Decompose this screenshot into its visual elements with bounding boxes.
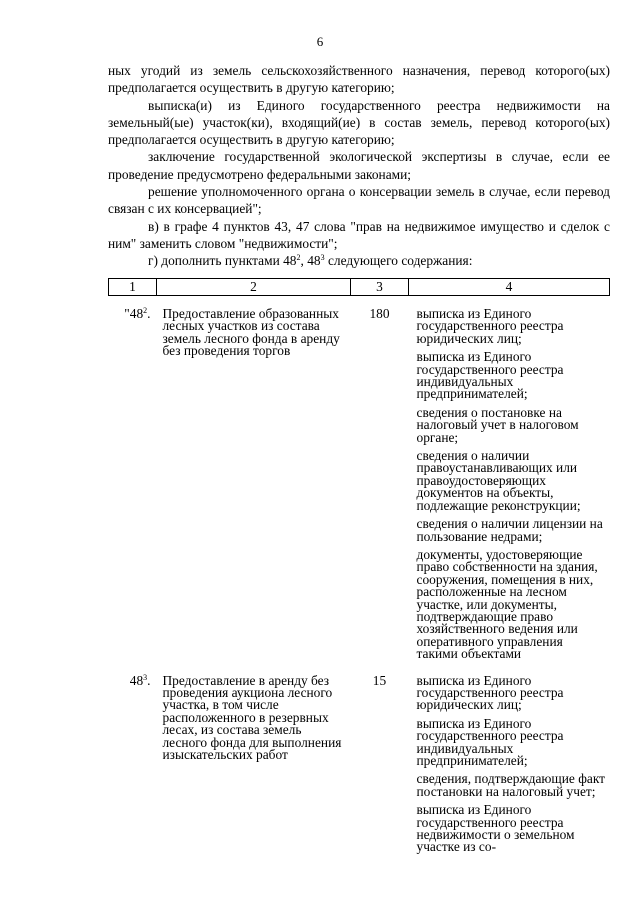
document-item: выписка из Единого государственного реестра юридических лиц; <box>416 672 564 713</box>
paragraph: заключение государственной экологической экспертизы в случае, если ее проведение предусмотрено федеральными законами; <box>108 149 610 182</box>
paragraph-additions <box>108 252 610 269</box>
document-item: документы, удостоверяющие право собственности на здания, сооружения, помещения в них, расположенные на лесном участке, или документы, подтверждающие право хозяйственного ведения или оперативного управления такими объектами <box>416 546 598 662</box>
text: 48 <box>129 672 144 688</box>
days-count: 180 <box>369 306 390 321</box>
superscript: 2 <box>296 253 301 263</box>
table-header-row <box>109 279 610 296</box>
column-header: 1 <box>109 279 157 296</box>
document-item: сведения о наличии лицензии на пользование недрами; <box>416 516 603 544</box>
superscript: 2 <box>143 306 148 315</box>
table-row <box>109 667 610 860</box>
text: следующего содержания: <box>324 253 473 269</box>
text: "48 <box>124 306 144 321</box>
superscript: 3 <box>143 672 148 682</box>
text: г) дополнить пунктами 48 <box>148 253 297 269</box>
column-header: 3 <box>351 279 409 296</box>
service-name: Предоставление в аренду без проведения аукциона лесного участка, в том числе расположенного в резервных лесах, из состава земель лесного фонда для выполнения изыскательских работ <box>162 672 342 762</box>
column-header: 4 <box>409 279 610 296</box>
documents-cell <box>409 667 610 860</box>
document-item: выписка из Единого государственного реестра индивидуальных предпринимателей; <box>416 349 564 402</box>
paragraph: ных угодий из земель сельскохозяйственного назначения, перевод которого(ых) предполагается осуществить в другую категорию; <box>108 63 610 96</box>
text: . <box>147 672 151 688</box>
documents-cell <box>409 296 610 667</box>
service-name: Предоставление образованных лесных участков из состава земель лесного фонда в аренду без проведения торгов <box>162 306 340 359</box>
text: , 48 <box>300 253 321 269</box>
paragraph: решение уполномоченного органа о консервации земель в случае, если перевод связан с их консервацией"; <box>108 184 610 217</box>
paragraph: в) в графе 4 пунктов 43, 47 слова "прав на недвижимое имущество и сделок с ним" заменить словом "недвижимости"; <box>108 218 610 251</box>
document-item: сведения о наличии правоустанавливающих или правоудостоверяющих документов на объекты, подлежащие реконструкции; <box>416 448 581 513</box>
column-header: 2 <box>157 279 351 296</box>
document-item: сведения, подтверждающие факт постановки на налоговый учет; <box>416 771 606 799</box>
document-item: выписка из Единого государственного реестра юридических лиц; <box>416 306 564 346</box>
intro-text <box>108 62 610 270</box>
days-count: 15 <box>372 672 387 688</box>
item-number <box>109 667 157 860</box>
item-number <box>109 296 157 667</box>
services-table <box>108 278 610 860</box>
document-item: выписка из Единого государственного реестра индивидуальных предпринимателей; <box>416 715 564 768</box>
page-number: 6 <box>316 34 324 49</box>
document-item: сведения о постановке на налоговый учет в налоговом органе; <box>416 404 579 445</box>
text: . <box>147 306 151 321</box>
superscript: 3 <box>320 253 325 263</box>
table-row <box>109 296 610 667</box>
document-item: выписка из Единого государственного реестра недвижимости о земельном участке из со- <box>416 802 575 855</box>
paragraph: выписка(и) из Единого государственного реестра недвижимости на земельный(ые) участок(ки), входящий(ие) в состав земель, перевод которого(ых) предполагается осуществить в другую категорию; <box>108 97 610 148</box>
